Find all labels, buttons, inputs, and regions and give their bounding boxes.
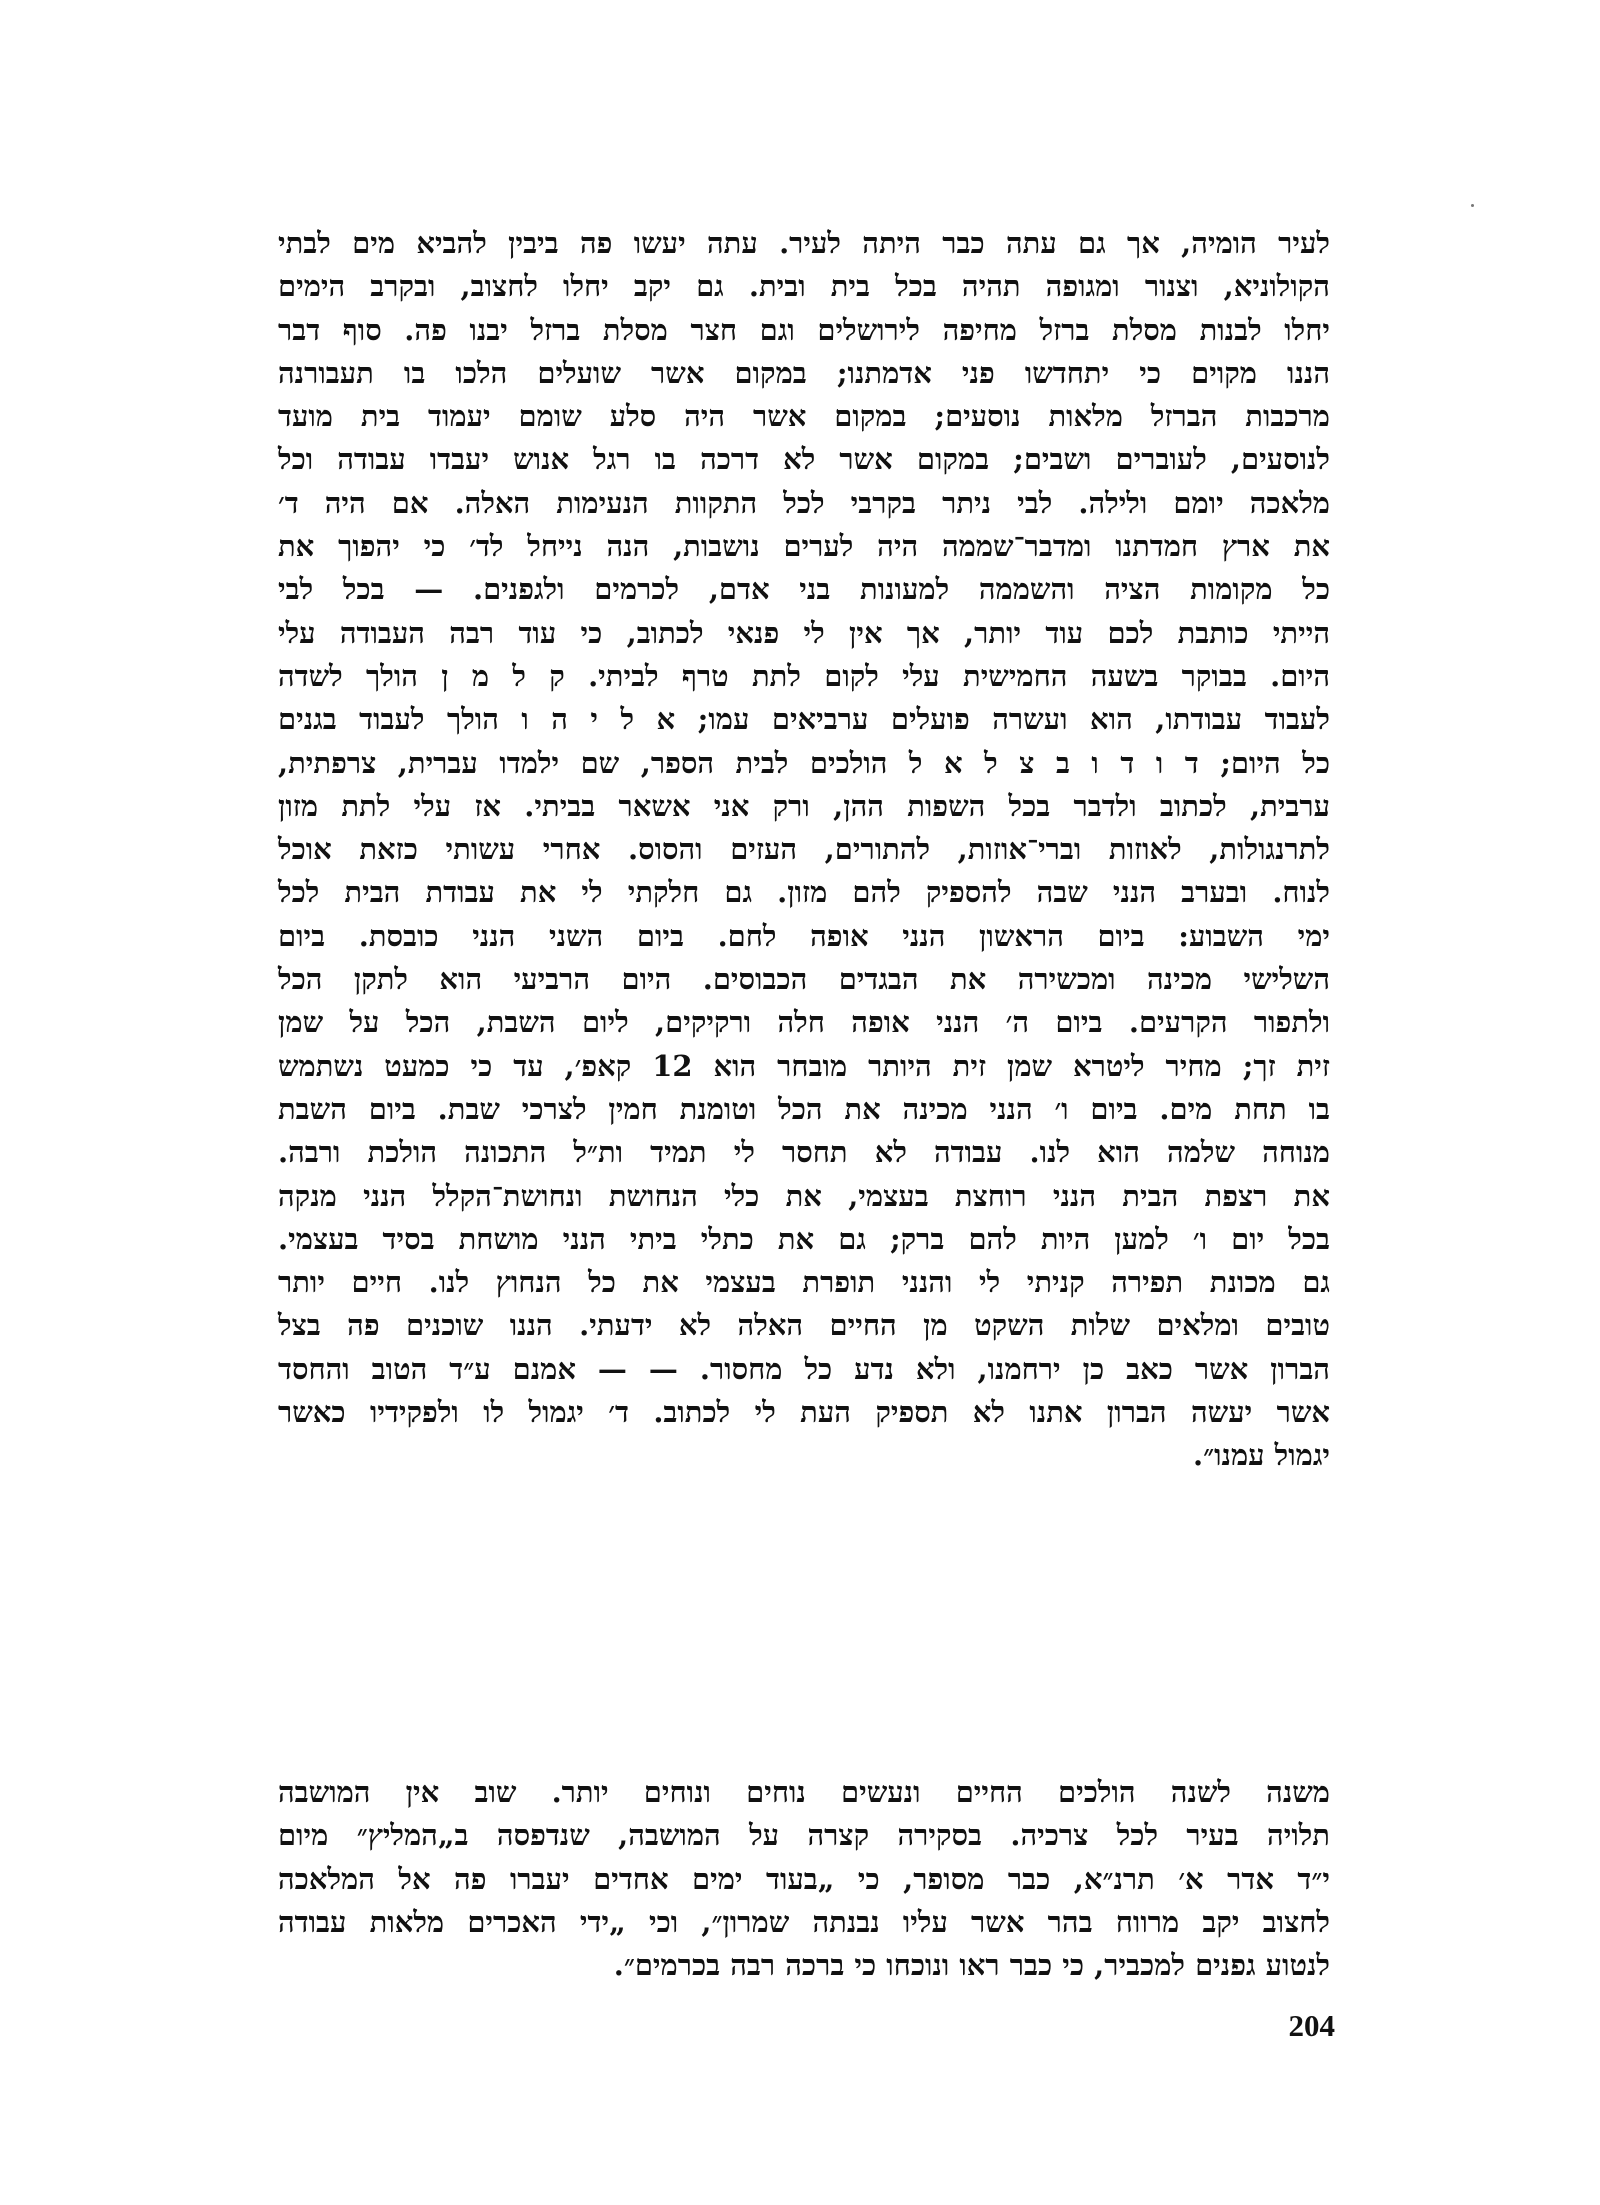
text-line: בכל יום ו׳ למען היות להם ברק; גם את כתלי ביתי הנני מושחת בסיד בעצמי. xyxy=(278,1221,1330,1256)
text-line: גם מכונת תפירה קניתי לי והנני תופרת בעצמי את כל הנחוץ לנו. חיים יותר xyxy=(278,1265,1330,1300)
text-line: לנוח. ובערב הנני שבה להספיק להם מזון. גם חלקתי לי את עבודת הבית לכל xyxy=(278,875,1330,910)
text-line: לעבוד עבודתו, הוא ועשרה פועלים ערביאים עמו; א ל י ה ו הולך לעבוד בגנים xyxy=(278,702,1330,737)
text-line: מרכבות הברזל מלאות נוסעים; במקום אשר היה סלע שומם יעמוד בית מועד xyxy=(278,399,1330,434)
text-line: היום. בבוקר בשעה החמישית עלי לקום לתת טרף לביתי. ק ל מ ן הולך לשדה xyxy=(278,658,1330,693)
paragraph-settlement xyxy=(278,1771,1330,1987)
text-line: משנה לשנה הולכים החיים ונעשים נוחים ונוחים יותר. שוב אין המושבה xyxy=(278,1775,1330,1809)
text-line: תלויה בעיר לכל צרכיה. בסקירה קצרה על המושבה, שנדפסה ב„המליץ״ מיום xyxy=(278,1818,1330,1853)
text-line: הייתי כותבת לכם עוד יותר, אך אין לי פנאי לכתוב, כי עוד רבה העבודה עלי xyxy=(278,615,1330,650)
text-line: יגמול עמנו״. xyxy=(1192,1438,1330,1473)
text-line: לחצוב יקב מרווח בהר אשר עליו נבנתה שמרון״, וכי „ידי האכרים מלאות עבודה xyxy=(278,1904,1330,1939)
text-line: ולתפור הקרעים. ביום ה׳ הנני אופה חלה ורקיקים, ליום השבת, הכל על שמן xyxy=(278,1005,1330,1040)
text-line: הננו מקוים כי יתחדשו פני אדמתנו; במקום אשר שועלים הלכו בו תעבורנה xyxy=(278,355,1330,390)
text-line: ערבית, לכתוב ולדבר בכל השפות ההן, ורק אני אשאר בביתי. אז עלי לתת מזון xyxy=(278,788,1330,823)
text-line: לעיר הומיה, אך גם עתה כבר היתה לעיר. עתה יעשו פה ביבין להביא מים לבתי xyxy=(278,226,1330,260)
text-line: לתרנגולות, לאוזות וברי־אוזות, להתורים, העזים והסוס. אחרי עשותי כזאת אוכל xyxy=(278,832,1330,867)
page-number: 204 xyxy=(1288,2008,1335,2043)
text-line: כל היום; ד ו ד ו ב צ ל א ל הולכים לבית הספר, שם ילמדו עברית, צרפתית, xyxy=(278,745,1330,780)
paragraph-letter-quote xyxy=(278,222,1330,1478)
text-line: את רצפת הבית הנני רוחצת בעצמי, את כלי הנחושת ונחושת־הקלל הנני מנקה xyxy=(278,1178,1330,1213)
text-line: את ארץ חמדתנו ומדבר־שממה היה לערים נושבות, הנה נייחל לד׳ כי יהפוך את xyxy=(278,529,1330,564)
text-line: הברון אשר כאב כן ירחמנו, ולא נדע כל מחסור. — — אמנם ע״ד הטוב והחסד xyxy=(278,1351,1330,1386)
text-line: טובים ומלאים שלות השקט מן החיים האלה לא ידעתי. הננו שוכנים פה בצל xyxy=(278,1308,1330,1343)
text-line: מנוחה שלמה הוא לנו. עבודה לא תחסר לי תמיד ות״ל התכונה הולכת ורבה. xyxy=(278,1135,1330,1170)
text-line: זית זך; מחיר ליטרא שמן זית היותר מובחר הוא 12 קאפ׳, עד כי כמעט נשתמש xyxy=(278,1048,1330,1083)
text-line: ימי השבוע: ביום הראשון הנני אופה לחם. ביום השני הנני כובסת. ביום xyxy=(278,918,1330,953)
text-line: בו תחת מים. ביום ו׳ הנני מכינה את הכל וטומנת חמין לצרכי שבת. ביום השבת xyxy=(278,1091,1330,1126)
scan-speck xyxy=(1471,204,1474,207)
text-line: הקולוניא, וצנור ומגופה תהיה בכל בית ובית. גם יקב יחלו לחצוב, ובקרב הימים xyxy=(278,269,1330,304)
text-line: השלישי מכינה ומכשירה את הבגדים הכבוסים. היום הרביעי הוא לתקן הכל xyxy=(278,962,1330,997)
text-line: כל מקומות הציה והשממה למעונות בני אדם, לכרמים ולגפנים. — בכל לבי xyxy=(278,572,1330,607)
text-line: אשר יעשה הברון אתנו לא תספיק העת לי לכתוב. ד׳ יגמול לו ולפקידיו כאשר xyxy=(278,1395,1330,1430)
text-line: מלאכה יומם ולילה. לבי ניתר בקרבי לכל התקוות הנעימות האלה. אם היה ד׳ xyxy=(278,485,1330,520)
text-line: לנוסעים, לעוברים ושבים; במקום אשר לא דרכה בו רגל אנוש יעבדו עבודה וכל xyxy=(278,442,1330,477)
text-line: י״ד אדר א׳ תרנ״א, כבר מסופר, כי „בעוד ימים אחדים יעברו פה אל המלאכה xyxy=(278,1861,1330,1896)
text-line: לנטוע גפנים למכביר, כי כבר ראו ונוכחו כי ברכה רבה בכרמים״. xyxy=(613,1948,1330,1983)
text-line: יחלו לבנות מסלת ברזל מחיפה לירושלים וגם חצר מסלת ברזל יבנו פה. סוף דבר xyxy=(278,312,1330,347)
